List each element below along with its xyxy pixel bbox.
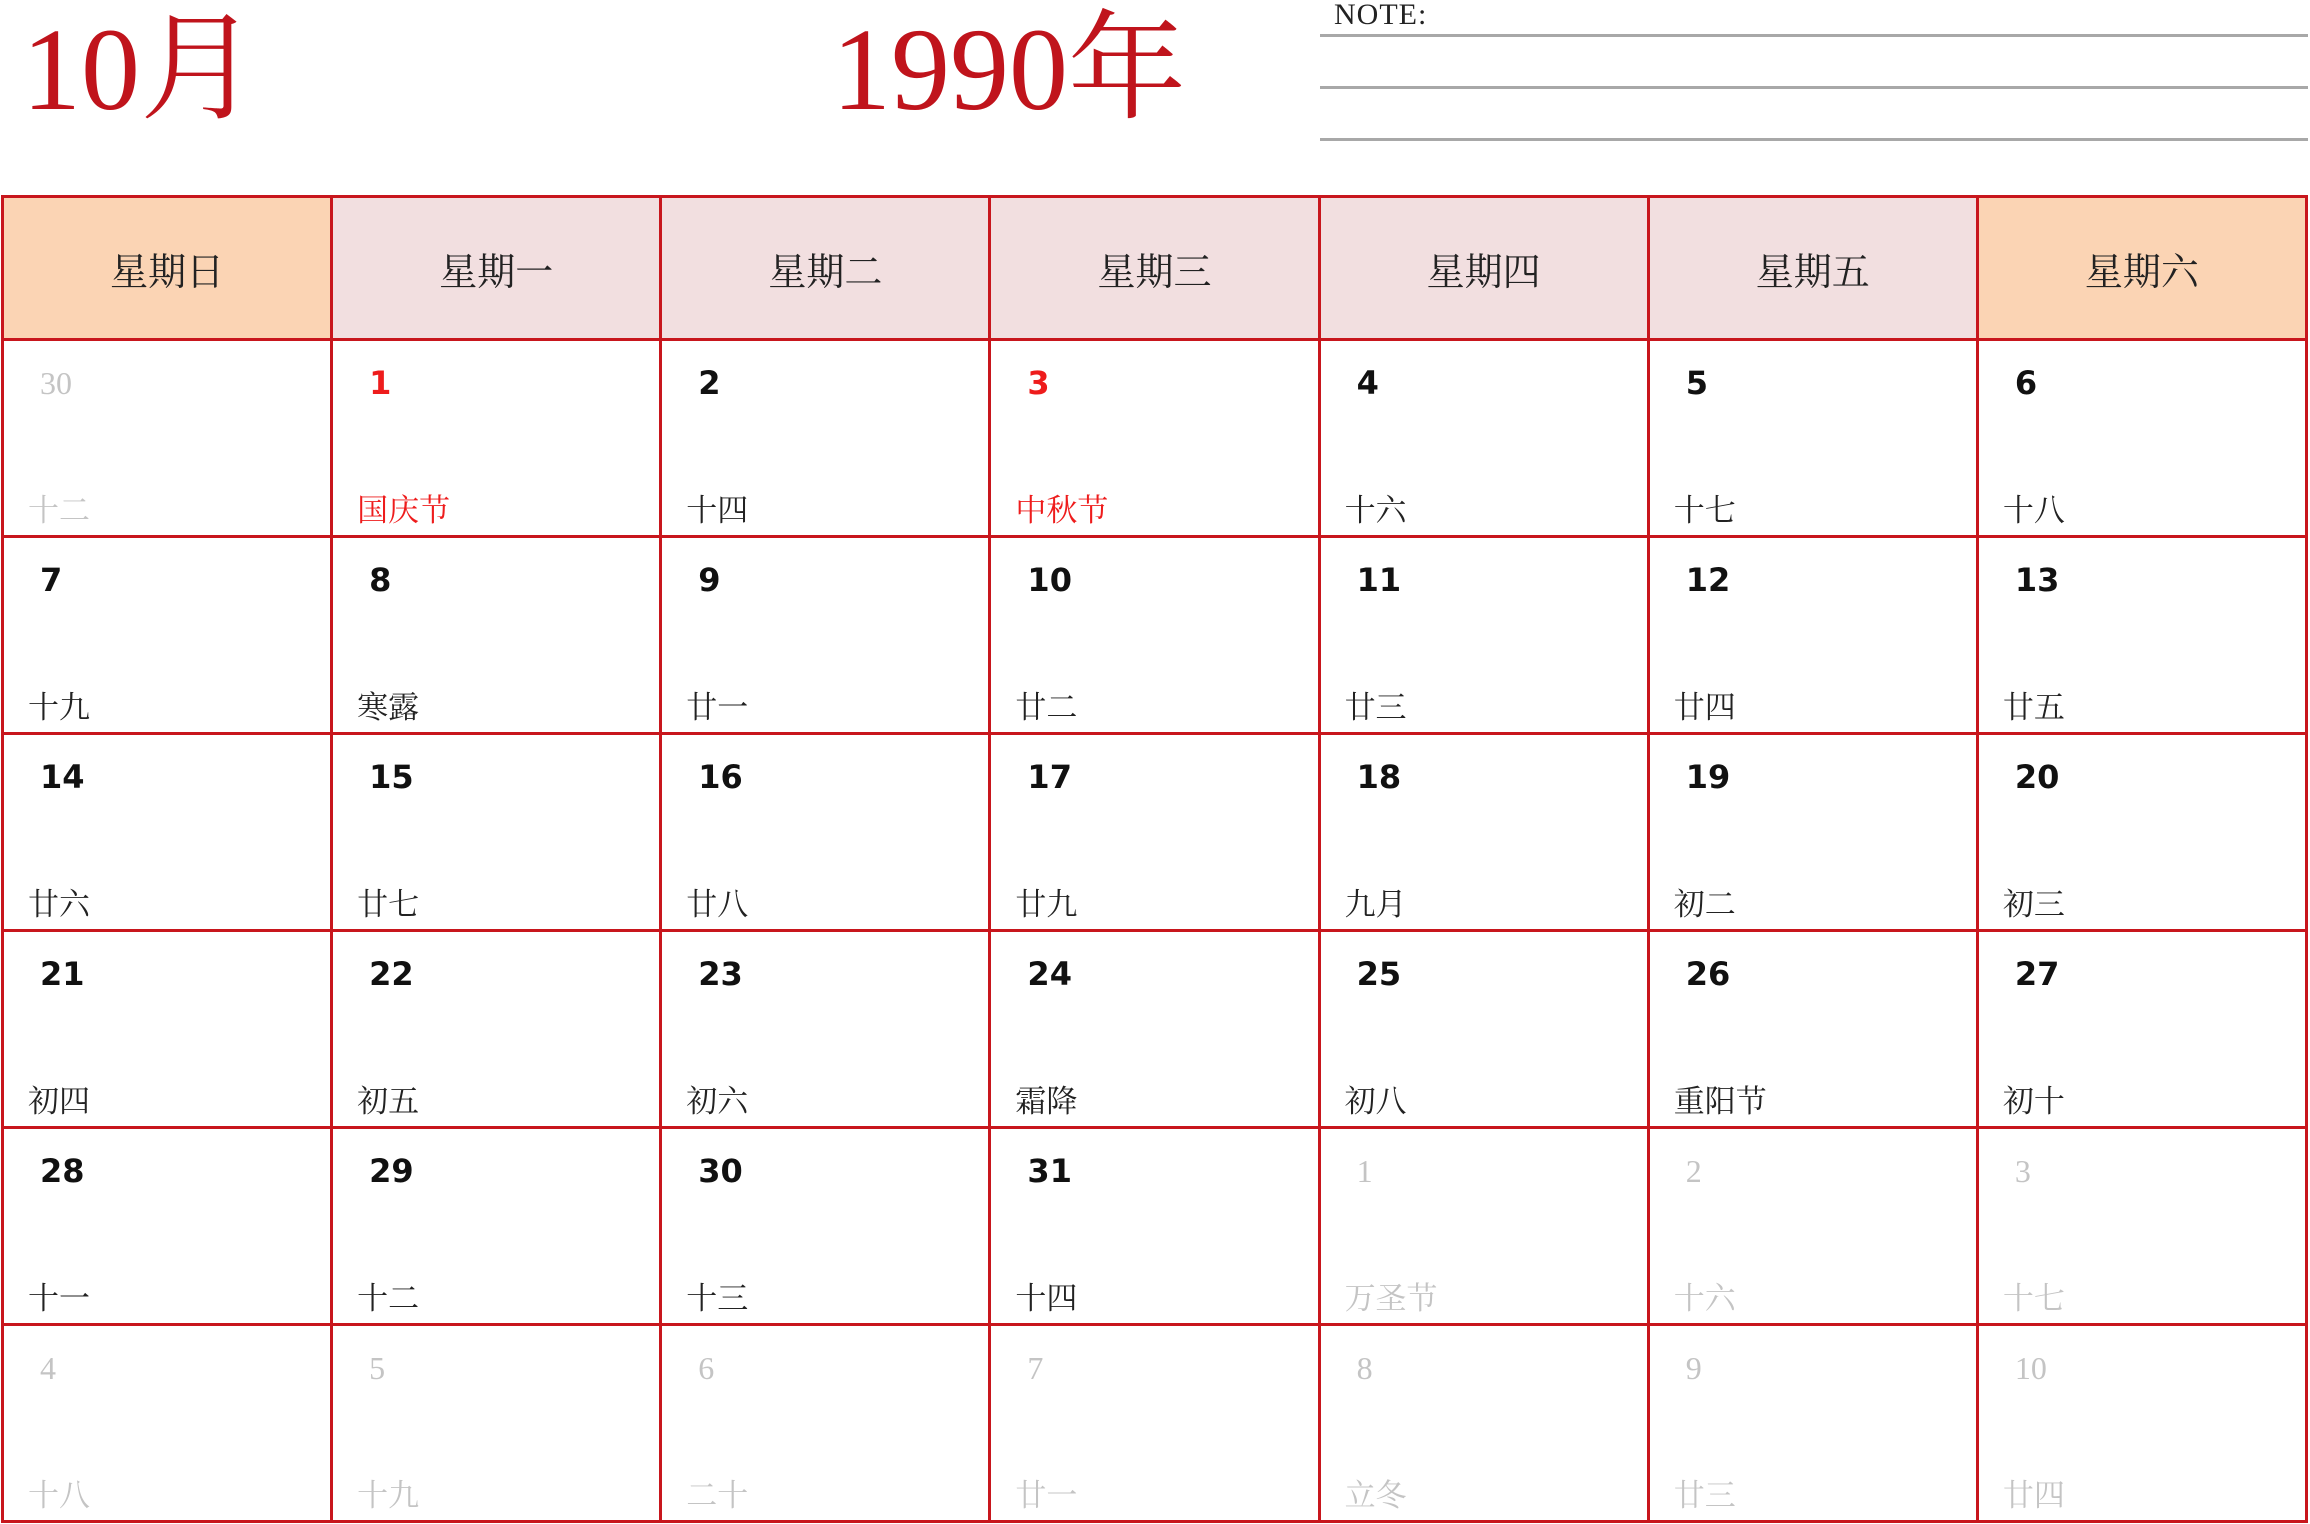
lunar-date: 万圣节 bbox=[1344, 1281, 1438, 1317]
day-cell[interactable] bbox=[333, 1129, 659, 1323]
day-cell[interactable] bbox=[1979, 341, 2305, 535]
day-cell[interactable] bbox=[4, 735, 330, 929]
lunar-date: 廿一 bbox=[686, 690, 749, 726]
lunar-date: 十九 bbox=[357, 1478, 420, 1514]
lunar-date: 重阳节 bbox=[1673, 1084, 1767, 1120]
day-number: 7 bbox=[1027, 1350, 1044, 1386]
day-number: 23 bbox=[698, 955, 743, 993]
lunar-date: 十六 bbox=[1673, 1281, 1736, 1317]
day-number: 9 bbox=[1685, 1350, 1702, 1386]
day-number: 25 bbox=[1356, 955, 1402, 993]
weekday-header-sat: 星期六 bbox=[1979, 198, 2305, 338]
day-cell[interactable] bbox=[1321, 735, 1647, 929]
lunar-date: 十八 bbox=[28, 1478, 90, 1514]
day-cell[interactable] bbox=[991, 735, 1317, 929]
day-cell[interactable] bbox=[4, 1129, 330, 1323]
day-number: 3 bbox=[1027, 364, 1050, 402]
day-cell[interactable] bbox=[1321, 1129, 1647, 1323]
day-cell[interactable] bbox=[1321, 341, 1647, 535]
lunar-date: 廿二 bbox=[1015, 690, 1078, 726]
lunar-date: 廿四 bbox=[2002, 1478, 2065, 1514]
day-cell[interactable] bbox=[662, 538, 988, 732]
lunar-date: 中秋节 bbox=[1015, 493, 1109, 529]
day-cell[interactable] bbox=[333, 932, 659, 1126]
day-number: 22 bbox=[369, 955, 414, 993]
lunar-date: 初四 bbox=[28, 1084, 90, 1120]
day-number: 6 bbox=[2014, 364, 2038, 402]
lunar-date: 初十 bbox=[2002, 1084, 2065, 1120]
day-cell[interactable] bbox=[333, 735, 659, 929]
weekday-header-sun: 星期日 bbox=[4, 198, 330, 338]
lunar-date: 寒露 bbox=[357, 690, 420, 726]
day-cell[interactable] bbox=[333, 1326, 659, 1520]
day-number: 29 bbox=[369, 1152, 414, 1190]
weekday-header-thu: 星期四 bbox=[1321, 198, 1647, 338]
day-cell[interactable] bbox=[1321, 1326, 1647, 1520]
day-number: 4 bbox=[1356, 364, 1379, 402]
lunar-date: 初六 bbox=[686, 1084, 749, 1120]
lunar-date: 初八 bbox=[1344, 1084, 1407, 1120]
lunar-date: 廿九 bbox=[1015, 887, 1078, 923]
lunar-date: 廿四 bbox=[1673, 690, 1736, 726]
day-cell[interactable] bbox=[991, 1129, 1317, 1323]
day-cell[interactable] bbox=[1979, 1129, 2305, 1323]
day-number: 10 bbox=[1027, 561, 1072, 599]
day-number: 17 bbox=[1027, 758, 1072, 796]
day-number: 1 bbox=[369, 364, 392, 402]
year-title: 1990年 bbox=[832, 4, 1187, 135]
day-number: 30 bbox=[40, 365, 72, 401]
lunar-date: 立冬 bbox=[1344, 1478, 1407, 1514]
lunar-date: 初五 bbox=[357, 1084, 420, 1120]
note-label: NOTE: bbox=[1334, 0, 1428, 31]
lunar-date: 二十 bbox=[686, 1478, 749, 1514]
day-cell[interactable] bbox=[662, 932, 988, 1126]
lunar-date: 十六 bbox=[1344, 493, 1407, 529]
day-number: 2 bbox=[698, 364, 721, 402]
day-cell[interactable] bbox=[4, 932, 330, 1126]
lunar-date: 十一 bbox=[28, 1281, 90, 1317]
lunar-date: 国庆节 bbox=[357, 493, 451, 529]
day-cell[interactable] bbox=[991, 538, 1317, 732]
day-cell[interactable] bbox=[1321, 932, 1647, 1126]
weekday-header-mon: 星期一 bbox=[333, 198, 659, 338]
month-title: 10月 bbox=[22, 4, 259, 135]
day-number: 14 bbox=[40, 758, 85, 796]
calendar-grid bbox=[1, 195, 2308, 1523]
lunar-date: 十七 bbox=[2002, 1281, 2065, 1317]
day-cell[interactable] bbox=[991, 341, 1317, 535]
lunar-date: 廿六 bbox=[28, 887, 90, 923]
day-number: 31 bbox=[1027, 1152, 1072, 1190]
day-number: 18 bbox=[1356, 758, 1402, 796]
day-number: 16 bbox=[698, 758, 743, 796]
lunar-date: 九月 bbox=[1344, 887, 1407, 923]
lunar-date: 初三 bbox=[2002, 887, 2065, 923]
lunar-date: 廿七 bbox=[357, 887, 420, 923]
lunar-date: 初二 bbox=[1673, 887, 1736, 923]
day-number: 10 bbox=[2014, 1350, 2047, 1386]
day-cell[interactable] bbox=[1979, 735, 2305, 929]
day-cell[interactable] bbox=[991, 932, 1317, 1126]
day-number: 5 bbox=[1685, 364, 1708, 402]
note-line-2[interactable] bbox=[1320, 86, 2308, 89]
day-number: 20 bbox=[2014, 758, 2060, 796]
lunar-date: 十八 bbox=[2002, 493, 2065, 529]
lunar-date: 十二 bbox=[28, 493, 90, 529]
note-line-1[interactable] bbox=[1320, 34, 2308, 37]
lunar-date: 十四 bbox=[1015, 1281, 1078, 1317]
day-number: 26 bbox=[1685, 955, 1731, 993]
day-number: 5 bbox=[369, 1350, 386, 1386]
weekday-header-wed: 星期三 bbox=[991, 198, 1317, 338]
lunar-date: 霜降 bbox=[1015, 1084, 1078, 1120]
day-cell[interactable] bbox=[1979, 932, 2305, 1126]
day-cell[interactable] bbox=[662, 735, 988, 929]
day-cell[interactable] bbox=[662, 1326, 988, 1520]
lunar-date: 十七 bbox=[1673, 493, 1736, 529]
day-cell[interactable] bbox=[1321, 538, 1647, 732]
lunar-date: 十二 bbox=[357, 1281, 420, 1317]
lunar-date: 十四 bbox=[686, 493, 749, 529]
day-number: 8 bbox=[369, 561, 392, 599]
day-number: 30 bbox=[698, 1152, 743, 1190]
day-cell[interactable] bbox=[1979, 1326, 2305, 1520]
day-number: 21 bbox=[40, 955, 85, 993]
day-number: 24 bbox=[1027, 955, 1072, 993]
lunar-date: 十三 bbox=[686, 1281, 749, 1317]
day-number: 4 bbox=[40, 1350, 56, 1386]
weekday-header-tue: 星期二 bbox=[662, 198, 988, 338]
lunar-date: 廿三 bbox=[1344, 690, 1407, 726]
day-number: 6 bbox=[698, 1350, 715, 1386]
day-number: 1 bbox=[1356, 1153, 1373, 1189]
day-cell[interactable] bbox=[1650, 1326, 1976, 1520]
day-cell[interactable] bbox=[1650, 932, 1976, 1126]
day-number: 11 bbox=[1356, 561, 1402, 599]
day-number: 28 bbox=[40, 1152, 85, 1190]
day-number: 12 bbox=[1685, 561, 1731, 599]
day-cell[interactable] bbox=[662, 1129, 988, 1323]
day-cell[interactable] bbox=[333, 341, 659, 535]
day-cell[interactable] bbox=[4, 1326, 330, 1520]
lunar-date: 廿五 bbox=[2002, 690, 2065, 726]
day-number: 3 bbox=[2014, 1153, 2031, 1189]
lunar-date: 廿八 bbox=[686, 887, 749, 923]
day-number: 8 bbox=[1356, 1350, 1373, 1386]
day-number: 19 bbox=[1685, 758, 1731, 796]
day-number: 27 bbox=[2014, 955, 2060, 993]
lunar-date: 廿一 bbox=[1015, 1478, 1078, 1514]
day-number: 7 bbox=[40, 561, 63, 599]
day-cell[interactable] bbox=[4, 538, 330, 732]
day-cell[interactable] bbox=[991, 1326, 1317, 1520]
day-cell[interactable] bbox=[662, 341, 988, 535]
day-cell[interactable] bbox=[1979, 538, 2305, 732]
day-number: 9 bbox=[698, 561, 721, 599]
day-cell[interactable] bbox=[4, 341, 330, 535]
day-cell[interactable] bbox=[1650, 1129, 1976, 1323]
day-cell[interactable] bbox=[1650, 735, 1976, 929]
note-line-3[interactable] bbox=[1320, 138, 2308, 141]
day-number: 13 bbox=[2014, 561, 2060, 599]
day-cell[interactable] bbox=[1650, 538, 1976, 732]
day-number: 2 bbox=[1685, 1153, 1702, 1189]
day-cell[interactable] bbox=[333, 538, 659, 732]
lunar-date: 廿三 bbox=[1673, 1478, 1736, 1514]
day-cell[interactable] bbox=[1650, 341, 1976, 535]
day-number: 15 bbox=[369, 758, 414, 796]
lunar-date: 十九 bbox=[28, 690, 90, 726]
weekday-header-fri: 星期五 bbox=[1650, 198, 1976, 338]
